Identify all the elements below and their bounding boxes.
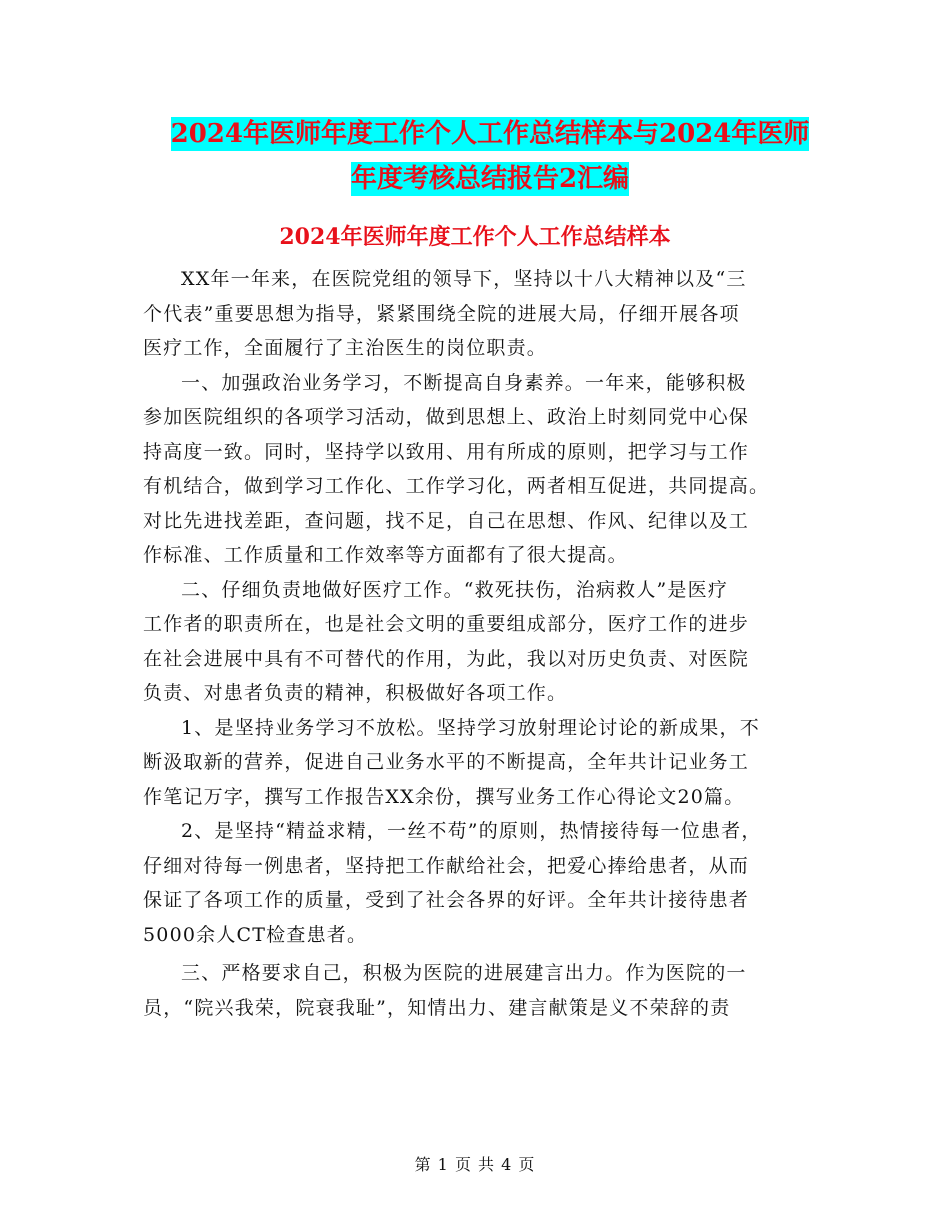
paragraph-line: 2、是坚持“精益求精，一丝不苟”的原则，热情接待每一位患者， <box>181 820 762 842</box>
paragraph-line: 保证了各项工作的质量，受到了社会各界的好评。全年共计接待患者 <box>143 889 750 911</box>
paragraph-line: 对比先进找差距，查问题，找不足，自己在思想、作风、纪律以及工 <box>143 509 750 532</box>
document-main-title <box>150 112 830 202</box>
paragraph-line: 作笔记万字，撰写工作报告XX余份，撰写业务工作心得论文20篇。 <box>143 785 745 808</box>
paragraph-line: 医疗工作，全面履行了主治医生的岗位职责。 <box>143 337 548 359</box>
paragraph-line: 参加医院组织的各项学习活动，做到思想上、政治上时刻同党中心保 <box>143 406 750 428</box>
section-title: 2024年医师年度工作个人工作总结样本 <box>279 224 671 250</box>
paragraph-line: 二、仔细负责地做好医疗工作。“救死扶伤，治病救人”是医疗 <box>181 578 729 601</box>
paragraph-line: 员，“院兴我荣，院衰我耻”，知情出力、建言献策是义不荣辞的责 <box>143 996 731 1019</box>
paragraph-line: 负责、对患者负责的精神，积极做好各项工作。 <box>143 682 568 704</box>
paragraph-line: 作标准、工作质量和工作效率等方面都有了很大提高。 <box>143 544 628 566</box>
paragraph-line: 仔细对待每一例患者，坚持把工作献给社会，把爱心捧给患者，从而 <box>143 854 750 877</box>
main-title-line-1: 2024年医师年度工作个人工作总结样本与2024年医师 <box>170 119 810 149</box>
paragraph-line: 一、加强政治业务学习，不断提高自身素养。一年来，能够积极 <box>181 371 747 394</box>
paragraph-line: XX年一年来，在医院党组的领导下，坚持以十八大精神以及“三 <box>181 268 747 290</box>
paragraph-line: 持高度一致。同时，坚持学以致用、用有所成的原则，把学习与工作 <box>143 440 750 463</box>
paragraph-line: 工作者的职责所在，也是社会文明的重要组成部分，医疗工作的进步 <box>143 613 750 635</box>
paragraph-line: 有机结合，做到学习工作化、工作学习化，两者相互促进，共同提高。 <box>143 475 770 497</box>
paragraph-line: 5000余人CT检查患者。 <box>143 923 368 946</box>
paragraph-line: 1、是坚持业务学习不放松。坚持学习放射理论讨论的新成果，不 <box>181 716 760 739</box>
paragraph-line: 在社会进展中具有不可替代的作用，为此，我以对历史负责、对医院 <box>143 647 750 670</box>
paragraph-line: 断汲取新的营养，促进自己业务水平的不断提高，全年共计记业务工 <box>143 751 750 773</box>
main-title-line-2: 年度考核总结报告2汇编 <box>350 164 630 194</box>
page-number-label: 第 1 页 共 4 页 <box>414 1155 536 1174</box>
page-footer <box>0 1152 950 1175</box>
paragraph-line: 个代表”重要思想为指导，紧紧围绕全院的进展大局，仔细开展各项 <box>143 302 740 325</box>
paragraph-line: 三、严格要求自己，积极为医院的进展建言出力。作为医院的一 <box>181 962 747 984</box>
body-text <box>143 262 813 1025</box>
